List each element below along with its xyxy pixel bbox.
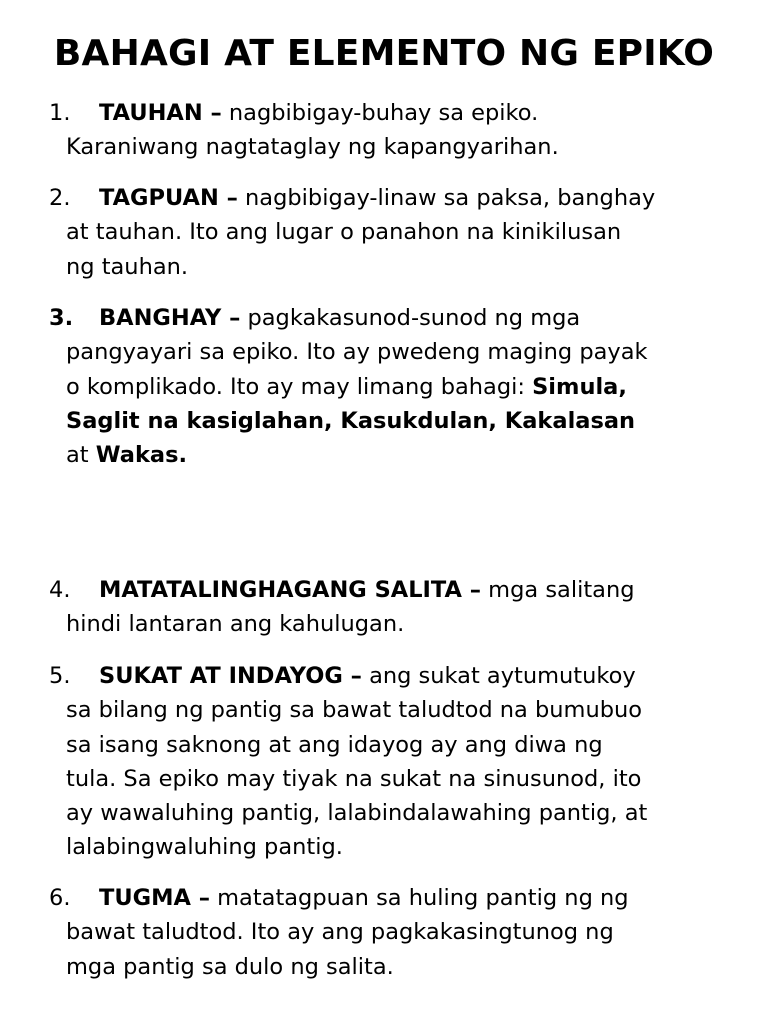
item-text: pangyayari sa epiko. Ito ay pwedeng maging payak	[66, 339, 648, 366]
item-text: bawat taludtod. Ito ay ang pagkakasingtunog ng	[66, 919, 614, 946]
list-item-tauhan	[49, 96, 749, 165]
item-first-line	[49, 181, 749, 215]
item-text: at tauhan. Ito ang lugar o panahon na kinikilusan	[66, 219, 622, 246]
item-text: Karaniwang nagtataglay ng kapangyarihan.	[66, 134, 559, 161]
list-item-matatalinghagang-salita	[49, 573, 749, 642]
item-term: BANGHAY –	[99, 305, 241, 331]
item-text: lalabingwaluhing pantig.	[66, 834, 343, 861]
item-number: 1.	[49, 100, 71, 126]
list-item-tugma	[49, 881, 749, 984]
item-text: sa isang saknong at ang idayog ay ang diwa ng	[66, 731, 603, 758]
item-term: MATATALINGHAGANG SALITA –	[99, 577, 482, 603]
item-first-line	[49, 881, 749, 915]
item-text: sa bilang ng pantig sa bawat taludtod na bumubuo	[66, 697, 643, 724]
item-bold-text: Saglit na kasiglahan, Kasukdulan, Kakalasan	[66, 407, 636, 434]
item-text-line	[49, 438, 749, 472]
item-first-line	[49, 573, 749, 607]
list-item-sukat-at-indayog	[49, 659, 749, 865]
item-term: SUKAT AT INDAYOG –	[99, 663, 362, 689]
list-item-tagpuan	[49, 181, 749, 284]
item-text: at	[66, 442, 96, 469]
item-text-line	[49, 370, 749, 404]
item-bold-text: Simula,	[532, 373, 627, 400]
item-number: 5.	[49, 663, 71, 689]
item-text: matatagpuan sa huling pantig ng ng	[209, 885, 629, 911]
item-term: TAGPUAN –	[99, 185, 238, 211]
item-term: TAUHAN –	[99, 100, 222, 126]
list-item-banghay	[49, 301, 749, 472]
page-title: BAHAGI AT ELEMENTO NG EPIKO	[53, 33, 715, 74]
item-text: tula. Sa epiko may tiyak na sukat na sinusunod, ito	[66, 765, 642, 792]
item-text: ang sukat aytumutukoy	[361, 663, 636, 689]
item-text: nagbibigay-linaw sa paksa, banghay	[237, 185, 656, 211]
item-bold-text: Wakas.	[95, 442, 188, 469]
item-text: ng tauhan.	[66, 253, 189, 280]
item-first-line	[49, 96, 749, 130]
item-first-line	[49, 659, 749, 693]
item-text: pagkakasunod-sunod ng mga	[240, 305, 581, 331]
item-text: mga salitang	[481, 577, 635, 603]
item-text: nagbibigay-buhay sa epiko.	[221, 100, 539, 126]
item-number: 2.	[49, 185, 71, 211]
item-term: TUGMA –	[99, 885, 210, 911]
item-text: mga pantig sa dulo ng salita.	[66, 953, 394, 980]
item-number: 3.	[49, 305, 74, 331]
item-number: 6.	[49, 885, 71, 911]
item-number: 4.	[49, 577, 71, 603]
item-text: ay wawaluhing pantig, lalabindalawahing pantig, at	[66, 800, 648, 827]
item-first-line	[49, 301, 749, 335]
item-text: o komplikado. Ito ay may limang bahagi:	[66, 373, 533, 400]
item-text: hindi lantaran ang kahulugan.	[66, 611, 405, 638]
